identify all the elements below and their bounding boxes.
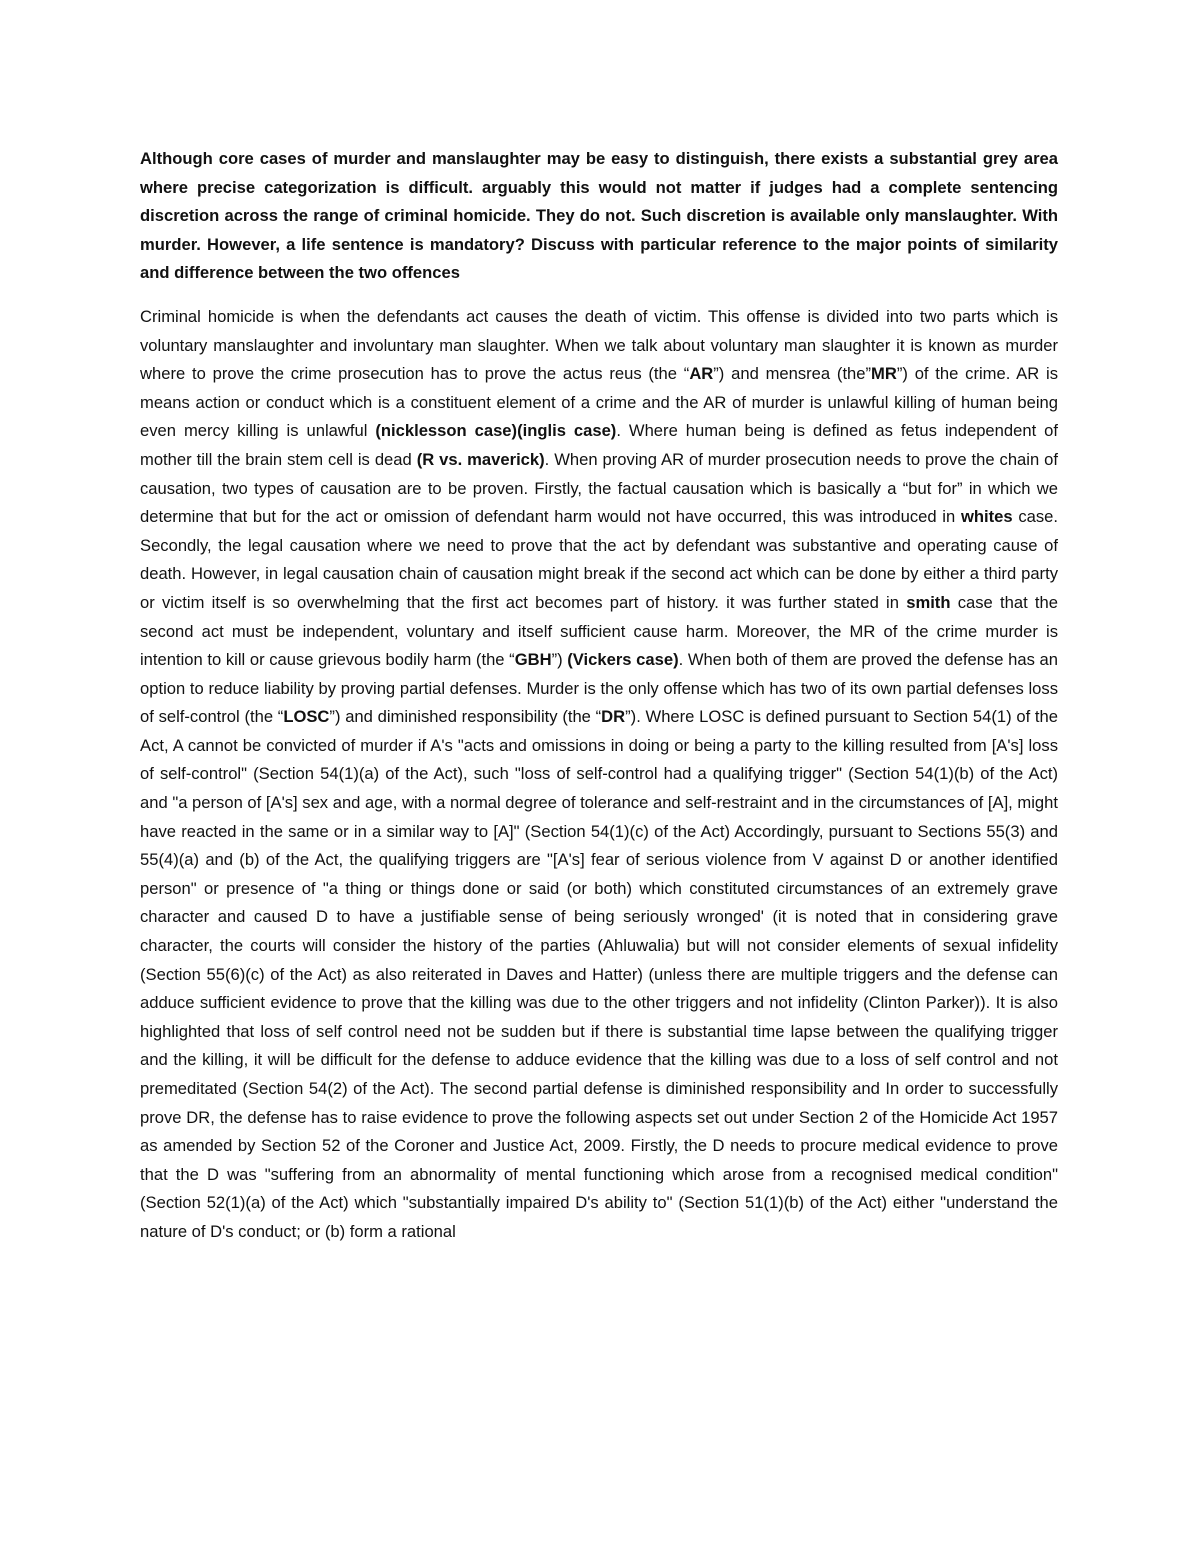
answer-bold-term: GBH [514,650,552,670]
answer-bold-case: whites [960,507,1013,527]
answer-text: ”) and mensrea (the” [713,364,872,384]
answer-bold-term: MR [871,364,897,384]
answer-bold-term: AR [689,364,714,384]
answer-bold-case: (R vs. maverick) [416,449,545,469]
answer-text: . Where human being is defined as fetus independent of mother till the brain stem cell is dead [140,421,1058,469]
answer-text: ”). Where LOSC is defined pursuant to Section 54(1) of the Act, A cannot be convicted of murder if A's "acts and omissions in doing or being a party to the killing resulted from [A's] loss of self-control" (Section 54(1)(a) of the Act), such "loss of self-control had a qualifying trigger" (Section 54(1)(b) of the Act) and "a person of [A's] sex and age, with a normal degree of tolerance and self-restraint and in the circumstances of [A], might have reacted in the same or in a similar way to [A]" (Section 54(1)(c) of the Act) Accordingly, pursuant to Sections 55(3) and 55(4)(a) and (b) of the Act, the qualifying triggers are "[A's] fear of serious violence from V against D or another identified person" or presence of "a thing or things done or said (or both) which constituted circumstances of an extremely grave character and caused D to have a justifiable sense of being seriously wronged' (it is noted that in considering grave character, the courts will consider the history of the parties (Ahluwalia) but will not consider elements of sexual infidelity (Section 55(6)(c) of the Act) as also reiterated in Daves and Hatter) (unless there are multiple triggers and the defense can adduce sufficient evidence to prove that the killing was due to the other triggers and not infidelity (Clinton Parker)). It is also highlighted that loss of self control need not be sudden but if there is substantial time lapse between the qualifying trigger and the killing, it will be difficult for the defense to adduce evidence that the killing was due to a loss of self control and not premeditated (Section 54(2) of the Act). The second partial defense is diminished responsibility and In order to successfully prove DR, the defense has to raise evidence to prove the following aspects set out under Section 2 of the Homicide Act 1957 as amended by Section 52 of the Coroner and Justice Act, 2009. Firstly, the D needs to procure medical evidence to prove that the D was "suffering from an abnormality of mental functioning which arose from a recognised medical condition" (Section 52(1)(a) of the Act) which "substantially impaired D's ability to" (Section 51(1)(b) of the Act) either "understand the nature of D's conduct; or (b) form a rational [140,707,1058,1241]
essay-answer-paragraph [140,303,1058,1247]
answer-text: Criminal homicide is when the defendants act causes the death of victim. This offense is divided into two parts which is voluntary manslaughter and involuntary man slaughter. When we talk about voluntary man slaughter it is known as murder where to prove the crime prosecution has to prove the actus reus (the “ [140,306,1058,384]
answer-bold-case: (Vickers case) [567,650,679,670]
answer-text: case that the second act must be independent, voluntary and itself sufficient cause harm. Moreover, the MR of the crime murder is intention to kill or cause grievous bodily harm (the “ [140,592,1058,670]
answer-bold-case: smith [906,592,951,612]
answer-bold-term: LOSC [283,707,330,727]
answer-text: case. Secondly, the legal causation where we need to prove that the act by defendant was substantive and operating cause of death. However, in legal causation chain of causation might break if the second act which can be done by either a third party or victim itself is so overwhelming that the first act becomes part of history. it was further stated in [140,507,1058,612]
essay-question: Although core cases of murder and manslaughter may be easy to distinguish, there exists a substantial grey area where precise categorization is difficult. arguably this would not matter if judges had a complete sentencing discretion across the range of criminal homicide. They do not. Such discretion is available only manslaughter. With murder. However, a life sentence is mandatory? Discuss with particular reference to the major points of similarity and difference between the two offences [140,149,1058,283]
document-body [140,145,1058,1247]
answer-bold-term: DR [601,707,626,727]
answer-text: ”) and diminished responsibility (the “ [329,707,602,727]
answer-text: ”) [551,650,568,670]
answer-text: . When both of them are proved the defense has an option to reduce liability by proving partial defenses. Murder is the only offense which has two of its own partial defenses loss of self-control (the “ [140,650,1058,727]
answer-bold-case: (nicklesson case)(inglis case) [375,421,617,441]
answer-text: ”) of the crime. AR is means action or conduct which is a constituent element of a crime and the AR of murder is unlawful killing of human being even mercy killing is unlawful [140,364,1058,441]
answer-text: . When proving AR of murder prosecution needs to prove the chain of causation, two types of causation are to be proven. Firstly, the factual causation which is basically a “but for” in which we determine that but for the act or omission of defendant harm would not have occurred, this was introduced in [140,449,1058,527]
